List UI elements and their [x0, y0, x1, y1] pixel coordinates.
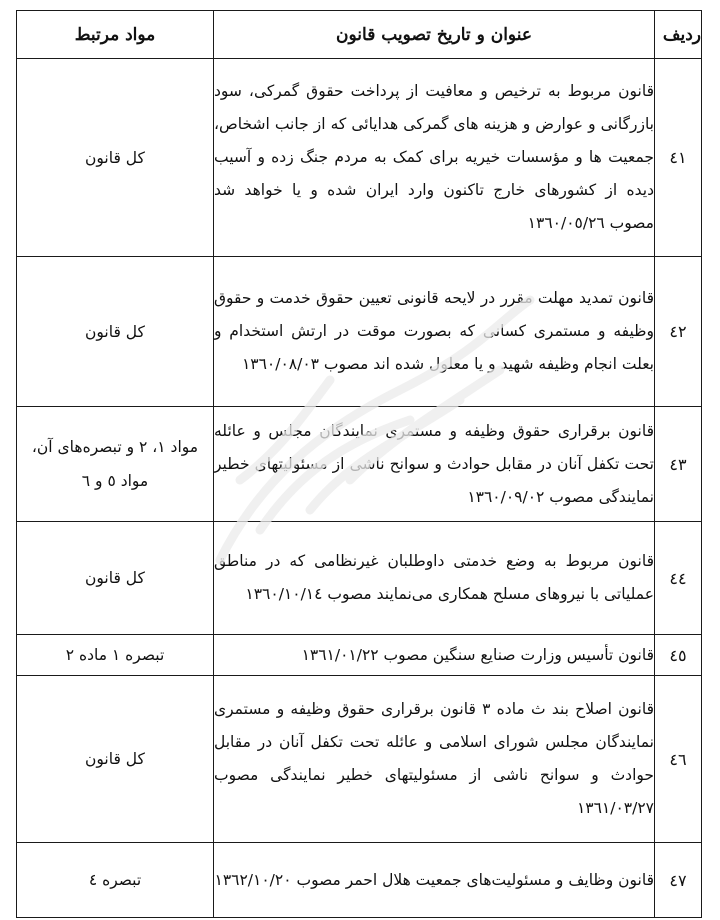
- related-articles: تبصره ١ ماده ٢: [17, 635, 214, 676]
- row-number: ٤٦: [655, 676, 702, 843]
- row-number: ٤١: [655, 59, 702, 257]
- law-title: قانون اصلاح بند ث ماده ٣ قانون برقراری حقوق وظیفه و مستمری نمایندگان مجلس شورای اسلامی و عائله تحت تکفل آنان در مقابل حوادث و سوانح ناشی از مسئولیتهای خطیر نمایندگی مصوب ١٣٦١/٠٣/٢٧: [214, 676, 655, 843]
- table-row: [17, 676, 702, 843]
- row-number: ٤٣: [655, 407, 702, 522]
- row-number: ٤٧: [655, 843, 702, 918]
- related-articles: کل قانون: [17, 257, 214, 407]
- laws-table: [16, 10, 702, 918]
- law-title: قانون برقراری حقوق وظیفه و مستمری نمایندگان مجلس و عائله تحت تکفل آنان در مقابل حوادث و سوانح ناشی از مسئولیتهای خطیر نمایندگی مصوب ١٣٦٠/٠٩/٠٢: [214, 407, 655, 522]
- table-row: [17, 407, 702, 522]
- table-row: [17, 635, 702, 676]
- header-title-and-date: عنوان و تاریخ تصویب قانون: [214, 11, 655, 59]
- law-title: قانون تمدید مهلت مقرر در لایحه قانونی تعیین حقوق خدمت و حقوق وظیفه و مستمری کسانی که بصورت موقت در ارتش استخدام و بعلت انجام وظیفه شهید و یا معلول شده اند مصوب ١٣٦٠/٠٨/٠٣: [214, 257, 655, 407]
- table-row: [17, 843, 702, 918]
- row-number: ٤٢: [655, 257, 702, 407]
- related-articles: کل قانون: [17, 59, 214, 257]
- header-related-articles: مواد مرتبط: [17, 11, 214, 59]
- law-title: قانون تأسیس وزارت صنایع سنگین مصوب ١٣٦١/٠١/٢٢: [214, 635, 655, 676]
- related-articles: کل قانون: [17, 522, 214, 635]
- row-number: ٤٥: [655, 635, 702, 676]
- header-row-number: ردیف: [655, 11, 702, 59]
- table-row: [17, 59, 702, 257]
- related-articles: تبصره ٤: [17, 843, 214, 918]
- table-row: [17, 522, 702, 635]
- table-row: [17, 257, 702, 407]
- law-title: قانون مربوط به ترخیص و معافیت از پرداخت حقوق گمرکی، سود بازرگانی و عوارض و هزینه های گمرکی هدایائی که از جانب اشخاص، جمعیت ها و مؤسسات خیریه برای کمک به مردم جنگ زده و آسیب دیده از کشورهای خارج تاکنون وارد ایران شده و یا خواهد شد مصوب ١٣٦٠/٠٥/٢٦: [214, 59, 655, 257]
- law-title: قانون وظایف و مسئولیت‌های جمعیت هلال احمر مصوب ١٣٦٢/١٠/٢٠: [214, 843, 655, 918]
- table-header-row: [17, 11, 702, 59]
- law-title: قانون مربوط به وضع خدمتی داوطلبان غیرنظامی که در مناطق عملیاتی با نیروهای مسلح همکاری می‌نمایند مصوب ١٣٦٠/١٠/١٤: [214, 522, 655, 635]
- row-number: ٤٤: [655, 522, 702, 635]
- related-articles: مواد ١، ٢ و تبصره‌های آن، مواد ٥ و ٦: [17, 407, 214, 522]
- related-articles: کل قانون: [17, 676, 214, 843]
